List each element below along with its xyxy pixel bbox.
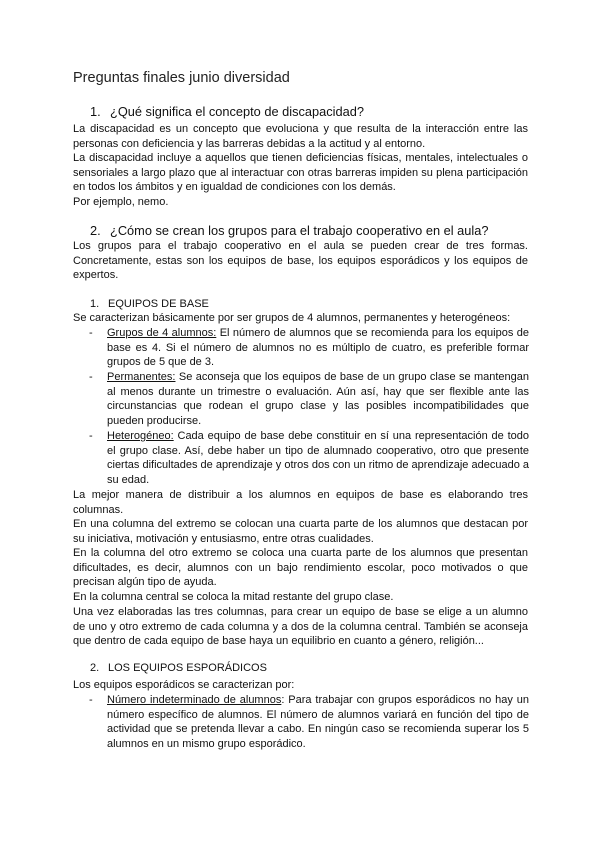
- list-dash: -: [89, 327, 93, 339]
- list-item: [89, 693, 529, 751]
- document-title: Preguntas finales junio diversidad: [73, 70, 290, 86]
- section-2-title: LOS EQUIPOS ESPORÁDICOS: [108, 662, 267, 674]
- list-item: [89, 370, 529, 428]
- question-1-text: ¿Qué significa el concepto de discapacidad?: [110, 104, 364, 119]
- question-2-text: ¿Cómo se crean los grupos para el trabajo cooperativo en el aula?: [110, 223, 489, 238]
- list-item: [89, 429, 529, 487]
- list-item-text: Se aconseja que los equipos de base de un grupo clase se mantengan al menos durante un trimestre o evaluación. Aún así, hay que ser flexible ante las circunstancias que rodean el grupo clase y las posibles incompatibilidades que pueden producirse.: [107, 371, 529, 427]
- list-item-term: Heterogéneo:: [107, 430, 174, 442]
- list-dash: -: [89, 694, 93, 706]
- s1-paragraph-2: En una columna del extremo se colocan una cuarta parte de los alumnos que destacan por su iniciativa, motivación y entusiasmo, entre otras cualidades.: [73, 518, 528, 545]
- q1-paragraph-2: La discapacidad incluye a aquellos que tienen deficiencias físicas, mentales, intelectuales o sensoriales a largo plazo que al interactuar con otras barreras impiden su plena participación en todos los ámbitos y en igualdad de condiciones con los demás.: [73, 152, 528, 194]
- section-2-heading: [90, 662, 267, 674]
- section-1-intro: Se caracterizan básicamente por ser grupos de 4 alumnos, permanentes y heterogéneos:: [73, 312, 511, 324]
- question-2: [90, 223, 488, 238]
- list-item-term: Grupos de 4 alumnos:: [107, 327, 217, 339]
- s1-paragraph-3: En la columna del otro extremo se coloca una cuarta parte de los alumnos que presentan dificultades, es decir, alumnos con un bajo rendimiento escolar, poco motivados o que precisan algún tipo de ayuda.: [73, 547, 528, 589]
- q1-paragraph-3: Por ejemplo, nemo.: [73, 196, 169, 208]
- list-item-term: Permanentes:: [107, 371, 176, 383]
- question-1: [90, 104, 364, 119]
- list-item-text: El número de alumnos que se recomienda para los equipos de base es 4. Si el número de alumnos no es múltiplo de cuatro, es preferible formar grupos de 5 que de 3.: [107, 327, 529, 369]
- s1-paragraph-5: Una vez elaboradas las tres columnas, para crear un equipo de base se elige a un alumno de uno y otro extremo de cada columna y a dos de la columna central. También se aconseja que dentro de cada equipo de base haya un equilibrio en cuanto a género, religión...: [73, 606, 528, 648]
- list-item: [89, 326, 529, 370]
- list-item-text: Cada equipo de base debe constituir en sí una representación de todo el grupo clase. Así, debe haber un tipo de alumnado cooperativo, otro que presente ciertas dificultades de aprendizaje y otros dos con un ritmo de aprendizaje adecuado a su edad.: [107, 430, 529, 486]
- q1-paragraph-1: La discapacidad es un concepto que evoluciona y que resulta de la interacción entre las personas con deficiencia y las barreras debidas a la actitud y al entorno.: [73, 123, 528, 150]
- section-1-number: 1.: [90, 298, 100, 310]
- s1-paragraph-1: La mejor manera de distribuir a los alumnos en equipos de base es elaborando tres columnas.: [73, 489, 528, 516]
- section-1-title: EQUIPOS DE BASE: [108, 298, 209, 310]
- s1-paragraph-4: En la columna central se coloca la mitad restante del grupo clase.: [73, 591, 394, 603]
- list-dash: -: [89, 371, 93, 383]
- list-item-text: : Para trabajar con grupos esporádicos no hay un número específico de alumnos. El número de alumnos variará en función del tipo de actividad que se pretenda llevar a cabo. En ningún caso se recomienda superar los 5 alumnos en un mismo grupo esporádico.: [107, 694, 529, 750]
- list-dash: -: [89, 430, 93, 442]
- section-2-number: 2.: [90, 662, 100, 674]
- section-1-heading: [90, 298, 209, 310]
- q2-paragraph-1: Los grupos para el trabajo cooperativo en el aula se pueden crear de tres formas. Concretamente, estas son los equipos de base, los equipos esporádicos y los equipos de expertos.: [73, 240, 528, 282]
- list-item-term: Número indeterminado de alumnos: [107, 694, 282, 706]
- question-1-number: 1.: [90, 104, 101, 119]
- question-2-number: 2.: [90, 223, 101, 238]
- section-2-intro: Los equipos esporádicos se caracterizan por:: [73, 679, 295, 691]
